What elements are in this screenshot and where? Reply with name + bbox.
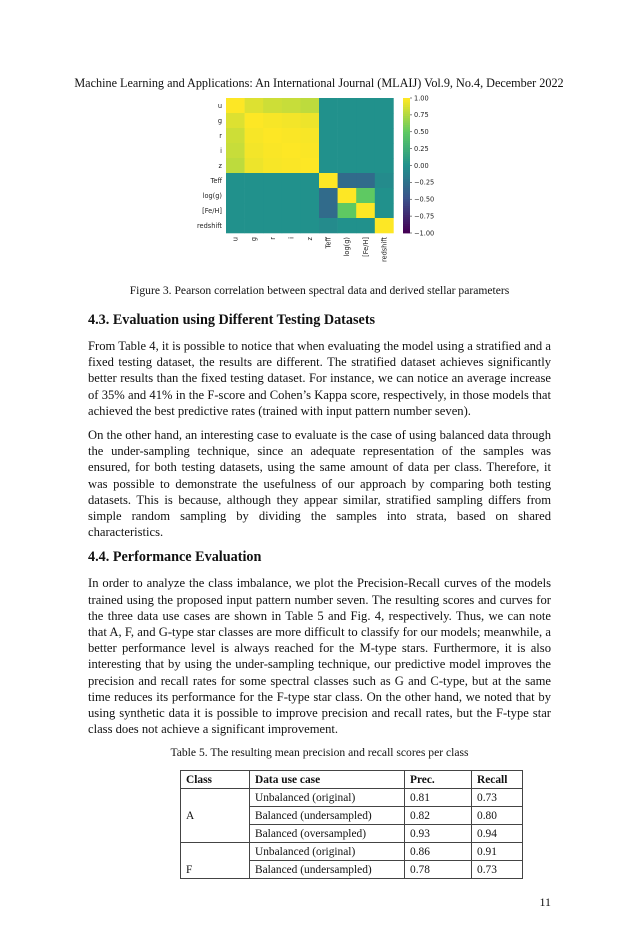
heatmap-cell bbox=[300, 218, 319, 233]
heatmap-cell bbox=[356, 128, 375, 143]
heatmap-cell bbox=[356, 98, 375, 113]
heatmap-cell bbox=[338, 173, 357, 188]
heatmap-cell bbox=[300, 98, 319, 113]
correlation-heatmap bbox=[190, 90, 440, 270]
class-cell: A bbox=[181, 789, 250, 843]
heatmap-cell bbox=[282, 173, 301, 188]
class-cell: F bbox=[181, 843, 250, 879]
y-tick-label: g bbox=[217, 116, 222, 125]
heatmap-cell bbox=[300, 143, 319, 158]
cell: 0.81 bbox=[405, 789, 472, 807]
col-header: Data use case bbox=[250, 771, 405, 789]
heatmap-cell bbox=[300, 158, 319, 173]
heatmap-cell bbox=[300, 113, 319, 128]
heatmap-cell bbox=[245, 173, 264, 188]
cell: Balanced (undersampled) bbox=[250, 807, 405, 825]
x-tick-label: log(g) bbox=[343, 237, 352, 257]
x-tick-label: g bbox=[250, 237, 259, 242]
heatmap-cell bbox=[338, 143, 357, 158]
heatmap-cell bbox=[263, 128, 282, 143]
heatmap-cell bbox=[356, 158, 375, 173]
y-tick-label: z bbox=[218, 161, 222, 170]
table-row bbox=[181, 843, 523, 861]
col-header: Class bbox=[181, 771, 250, 789]
heatmap-cell bbox=[263, 143, 282, 158]
heatmap-cell bbox=[375, 158, 394, 173]
heatmap-cell bbox=[300, 128, 319, 143]
cell: 0.93 bbox=[405, 825, 472, 843]
x-tick-label: r bbox=[268, 237, 277, 240]
heatmap-cell bbox=[356, 113, 375, 128]
heatmap-cell bbox=[263, 173, 282, 188]
heatmap-cell bbox=[226, 128, 245, 143]
heatmap-cell bbox=[263, 203, 282, 218]
heatmap-cell bbox=[245, 218, 264, 233]
heatmap-cell bbox=[356, 188, 375, 203]
heatmap-cell bbox=[226, 113, 245, 128]
heatmap-cell bbox=[375, 188, 394, 203]
colorbar-tick-label: 1.00 bbox=[414, 94, 429, 103]
cell: 0.82 bbox=[405, 807, 472, 825]
table-row bbox=[181, 789, 523, 807]
heatmap-cell bbox=[263, 188, 282, 203]
heatmap-cell bbox=[356, 173, 375, 188]
heatmap-cell bbox=[319, 143, 338, 158]
x-tick-label: z bbox=[306, 237, 314, 241]
heatmap-cell bbox=[338, 203, 357, 218]
y-tick-label: redshift bbox=[196, 221, 222, 230]
col-header: Prec. bbox=[405, 771, 472, 789]
heatmap-cell bbox=[245, 128, 264, 143]
page-body bbox=[88, 284, 551, 930]
heatmap-cell bbox=[282, 158, 301, 173]
y-tick-label: i bbox=[220, 146, 222, 155]
heatmap-cell bbox=[282, 128, 301, 143]
heatmap-cell bbox=[356, 143, 375, 158]
heatmap-cell bbox=[282, 203, 301, 218]
heatmap-cell bbox=[319, 113, 338, 128]
colorbar-tick-label: 0.50 bbox=[414, 128, 429, 137]
heatmap-cell bbox=[338, 128, 357, 143]
y-tick-label: log(g) bbox=[202, 191, 222, 200]
heatmap-cell bbox=[263, 158, 282, 173]
heatmap-cell bbox=[300, 188, 319, 203]
heatmap-cell bbox=[245, 98, 264, 113]
colorbar-tick-label: −0.75 bbox=[414, 212, 435, 221]
heatmap-cell bbox=[282, 143, 301, 158]
heatmap-cell bbox=[338, 98, 357, 113]
heatmap-cell bbox=[338, 218, 357, 233]
cell: 0.86 bbox=[405, 843, 472, 861]
heatmap-cell bbox=[245, 203, 264, 218]
heatmap-cell bbox=[375, 203, 394, 218]
heatmap-cell bbox=[282, 188, 301, 203]
heatmap-cell bbox=[319, 98, 338, 113]
heatmap-cell bbox=[338, 188, 357, 203]
heatmap-cell bbox=[300, 173, 319, 188]
paragraph: From Table 4, it is possible to notice that when evaluating the model using a stratified and a fixed testing dataset, the results are different. The stratified dataset achieves significantly better results than the fixed testing dataset. For instance, we can notice an average increase of 35% and 41% in the F-score and Cohen’s Kappa score, respectively, in those models that achieved the best predictive rates (trained with input pattern number seven). bbox=[88, 339, 551, 418]
x-tick-label: redshift bbox=[380, 237, 389, 263]
x-tick-label: u bbox=[231, 237, 240, 242]
colorbar-tick-label: −0.25 bbox=[414, 178, 435, 187]
colorbar-tick-label: 0.00 bbox=[414, 161, 429, 170]
running-header: Machine Learning and Applications: An International Journal (MLAIJ) Vol.9, No.4, December 2022 bbox=[74, 76, 564, 90]
heatmap-cell bbox=[375, 98, 394, 113]
heatmap-cell bbox=[245, 188, 264, 203]
heatmap-cell bbox=[375, 128, 394, 143]
y-tick-label: Teff bbox=[210, 176, 222, 185]
y-tick-label: [Fe/H] bbox=[202, 206, 222, 215]
paragraph: In order to analyze the class imbalance, we plot the Precision-Recall curves of the models trained using the proposed input pattern number seven. The resulting scores and curves for the three data use cases are shown in Table 5 and Fig. 4, respectively. Thus, we can note that A, F, and G-type star classes are more difficult to classify for our models; meanwhile, a better performance level is always reached for the M-type stars. Furthermore, it is also interesting that by using the under-sampling technique, our predictive model improves the precision and recall rates for some spectral classes such as G and C-type, but at the same time reduces its performance for the F-type star class. On the other hand, we noted that by using synthetic data it is possible to improve precision and recall rates, but the F-type star class does not achieve a significant improvement. bbox=[88, 576, 551, 737]
heatmap-cell bbox=[375, 113, 394, 128]
y-tick-label: u bbox=[217, 101, 222, 110]
results-table bbox=[180, 770, 523, 879]
heatmap-cell bbox=[226, 143, 245, 158]
colorbar-segment bbox=[403, 231, 410, 234]
heatmap-cell bbox=[319, 173, 338, 188]
heatmap-cell bbox=[319, 158, 338, 173]
heatmap-cell bbox=[319, 188, 338, 203]
page-number: 11 bbox=[539, 895, 551, 910]
heatmap-cell bbox=[226, 203, 245, 218]
heatmap-cell bbox=[375, 218, 394, 233]
heatmap-cell bbox=[319, 218, 338, 233]
paragraph: On the other hand, an interesting case to evaluate is the case of using balanced data through the under-sampling technique, since an adequate representation of the samples was ensured, for both testing datasets, using the same amount of data per class. Therefore, it was possible to demonstrate the usefulness of our approach by comparing both testing datasets. This is because, although they appear similar, stratified sampling differs from simple random sampling by dividing the samples into strata, based on shared characteristics. bbox=[88, 428, 551, 540]
colorbar-tick-label: 0.75 bbox=[414, 111, 429, 120]
heatmap-cell bbox=[282, 113, 301, 128]
cell: 0.80 bbox=[472, 807, 523, 825]
heatmap-cell bbox=[282, 98, 301, 113]
heatmap-cell bbox=[263, 113, 282, 128]
heatmap-cell bbox=[356, 218, 375, 233]
heatmap-cell bbox=[375, 143, 394, 158]
x-tick-label: Teff bbox=[324, 237, 333, 249]
heatmap-cell bbox=[263, 218, 282, 233]
heatmap-cell bbox=[245, 158, 264, 173]
heatmap-cell bbox=[226, 98, 245, 113]
heatmap-cell bbox=[263, 98, 282, 113]
heatmap-cell bbox=[319, 203, 338, 218]
section-heading-4-3: 4.3. Evaluation using Different Testing Datasets bbox=[88, 312, 376, 328]
heatmap-cell bbox=[226, 173, 245, 188]
cell: Balanced (oversampled) bbox=[250, 825, 405, 843]
cell: 0.73 bbox=[472, 861, 523, 879]
colorbar-tick-label: 0.25 bbox=[414, 144, 429, 153]
heatmap-cell bbox=[338, 158, 357, 173]
cell: 0.73 bbox=[472, 789, 523, 807]
heatmap-cell bbox=[245, 143, 264, 158]
heatmap-cell bbox=[226, 158, 245, 173]
cell: 0.78 bbox=[405, 861, 472, 879]
x-tick-label: i bbox=[287, 237, 296, 239]
table-caption: Table 5. The resulting mean precision and recall scores per class bbox=[170, 746, 469, 760]
table-header-row bbox=[181, 771, 523, 789]
heatmap-cell bbox=[356, 203, 375, 218]
cell: 0.91 bbox=[472, 843, 523, 861]
heatmap-cell bbox=[338, 113, 357, 128]
col-header: Recall bbox=[472, 771, 523, 789]
cell: 0.94 bbox=[472, 825, 523, 843]
heatmap-cell bbox=[300, 203, 319, 218]
section-heading-4-4: 4.4. Performance Evaluation bbox=[88, 549, 262, 566]
cell: Balanced (undersampled) bbox=[250, 861, 405, 879]
x-tick-label: [Fe/H] bbox=[361, 237, 370, 257]
cell: Unbalanced (original) bbox=[250, 843, 405, 861]
heatmap-cell bbox=[319, 128, 338, 143]
heatmap-cell bbox=[282, 218, 301, 233]
colorbar-tick-label: −0.50 bbox=[414, 195, 435, 204]
y-tick-label: r bbox=[219, 131, 222, 140]
heatmap-cell bbox=[375, 173, 394, 188]
heatmap-cell bbox=[245, 113, 264, 128]
heatmap-cell bbox=[226, 218, 245, 233]
colorbar-tick-label: −1.00 bbox=[414, 229, 435, 238]
cell: Unbalanced (original) bbox=[250, 789, 405, 807]
heatmap-cell bbox=[226, 188, 245, 203]
figure-caption: Figure 3. Pearson correlation between spectral data and derived stellar parameters bbox=[129, 284, 510, 297]
